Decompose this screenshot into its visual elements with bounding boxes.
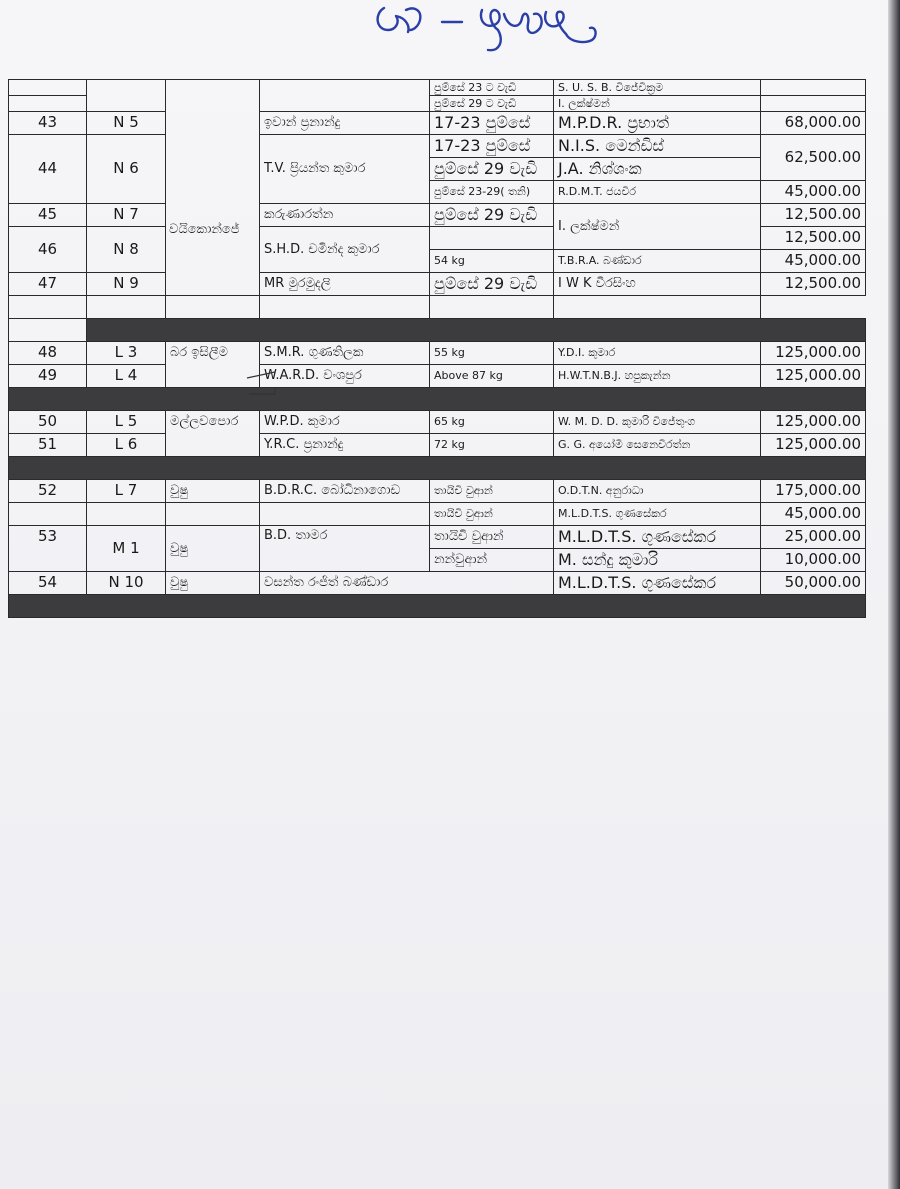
code-cell: L 5 [87, 411, 166, 434]
event-cell: පුම්සේ 29 ට වැඩි [430, 96, 554, 112]
amount-cell [761, 96, 866, 112]
event-cell [430, 227, 554, 250]
name-cell [260, 503, 430, 526]
table-row [9, 296, 866, 319]
coach-cell: W. M. D. D. කුමාරි විජේතුංග [554, 411, 761, 434]
name-cell: S.M.R. ගුණතිලක [260, 342, 430, 365]
no-cell: 47 [9, 273, 87, 296]
handwritten-note-drawing [370, 0, 620, 60]
code-cell [87, 296, 166, 319]
coach-cell: T.B.R.A. බණ්ඩාර [554, 250, 761, 273]
table-row [9, 503, 866, 526]
code-cell: L 7 [87, 480, 166, 503]
event-cell: නන්වුආන් [430, 549, 554, 572]
table-row [9, 135, 866, 158]
code-cell [87, 503, 166, 526]
club-cell: බර ඉසිලීම [166, 342, 260, 388]
name-cell: කරුණාරත්න [260, 204, 430, 227]
coach-cell: M.L.D.T.S. ගුණසේකර [554, 526, 761, 549]
event-cell: 17-23 පුම්සේ [430, 135, 554, 158]
amount-cell [761, 80, 866, 96]
name-cell: ඉවාන් ප්‍රනාන්දු [260, 112, 430, 135]
event-cell: 54 kg [430, 250, 554, 273]
event-cell: පුම්සේ 29 වැඩි [430, 204, 554, 227]
no-cell: 50 [9, 411, 87, 434]
no-cell: 46 [9, 227, 87, 273]
separator-row [9, 457, 866, 480]
table-row [9, 526, 866, 549]
separator-row [9, 319, 866, 342]
separator-row [9, 595, 866, 618]
table-row [9, 112, 866, 135]
amount-cell [554, 296, 761, 319]
coach-cell: N.I.S. මෙන්ඩිස් [554, 135, 761, 158]
coach-cell: M.L.D.T.S. ගුණසේකර [554, 503, 761, 526]
coach-cell: R.D.M.T. ජයවීර [554, 181, 761, 204]
name-cell: W.A.R.D. වංශපුර [260, 365, 430, 388]
event-cell: 55 kg [430, 342, 554, 365]
name-cell [166, 296, 260, 319]
no-cell [9, 526, 87, 572]
coach-cell: I W K වීරසිංහ [554, 273, 761, 296]
no-cell: 52 [9, 480, 87, 503]
no-cell: 45 [9, 204, 87, 227]
amount-cell: 175,000.00 [761, 480, 866, 503]
code-cell: N 8 [87, 227, 166, 273]
code-cell: L 3 [87, 342, 166, 365]
amount-cell: 125,000.00 [761, 365, 866, 388]
coach-cell: I. ලක්ෂ්මන් [554, 96, 761, 112]
event-cell: 17-23 පුම්සේ [430, 112, 554, 135]
coach-cell: H.W.T.N.B.J. හපුකැන්න [554, 365, 761, 388]
separator-cell [87, 319, 866, 342]
separator-row [9, 388, 866, 411]
event-cell: 72 kg [430, 434, 554, 457]
bracket-arrow-icon [245, 368, 281, 398]
code-cell: N 6 [87, 135, 166, 204]
table-row [9, 342, 866, 365]
club-cell: වුෂු [166, 480, 260, 503]
page-edge-shadow [888, 0, 900, 1189]
name-cell: W.P.D. කුමාර [260, 411, 430, 434]
no-cell [9, 296, 87, 319]
coach-cell: I. ලක්ෂ්මන් [554, 204, 761, 250]
amount-cell: 10,000.00 [761, 549, 866, 572]
coach-cell: O.D.T.N. අනුරාධා [554, 480, 761, 503]
allocation-table [8, 79, 866, 618]
amount-cell: 45,000.00 [761, 503, 866, 526]
amount-cell: 25,000.00 [761, 526, 866, 549]
name-cell: T.V. ප්‍රියන්ත කුමාර [260, 135, 430, 204]
code-cell: L 6 [87, 434, 166, 457]
no-cell [9, 96, 87, 112]
club-cell [166, 503, 260, 526]
separator-cell [9, 388, 866, 411]
table-row [9, 80, 866, 96]
amount-cell: 12,500.00 [761, 273, 866, 296]
name-cell [260, 526, 430, 572]
coach-cell: J.A. නිශ්ශංක [554, 158, 761, 181]
coach-cell: M.L.D.T.S. ගුණසේකර [554, 572, 761, 595]
code-cell: L 4 [87, 365, 166, 388]
amount-cell: 62,500.00 [761, 135, 866, 181]
code-cell: N 9 [87, 273, 166, 296]
code-cell: N 7 [87, 204, 166, 227]
table-row [9, 365, 866, 388]
no-cell: 43 [9, 112, 87, 135]
event-cell: 65 kg [430, 411, 554, 434]
table-row [9, 434, 866, 457]
club-cell: වුෂු [166, 572, 260, 595]
code-cell: N 5 [87, 112, 166, 135]
coach-cell: M. සන්දු කුමාරි [554, 549, 761, 572]
amount-cell: 125,000.00 [761, 434, 866, 457]
club-cell: මල්ලවපොර [166, 411, 260, 457]
name-cell: B.D.R.C. බෝධිනාගොඩ [260, 480, 430, 503]
event-cell: පුම්සේ 29 වැඩි [430, 158, 554, 181]
no-cell [9, 503, 87, 526]
coach-cell: G. G. අයෝමි සෙනෙවිරත්න [554, 434, 761, 457]
no-cell [9, 80, 87, 96]
amount-cell: 12,500.00 [761, 204, 866, 227]
table-row [9, 480, 866, 503]
amount-cell: 125,000.00 [761, 411, 866, 434]
event-cell: තායිචි වුආන් [430, 526, 554, 549]
separator-cell [9, 457, 866, 480]
event-cell [260, 296, 430, 319]
event-cell: පුම්සේ 23 ට වැඩි [430, 80, 554, 96]
no-cell: 51 [9, 434, 87, 457]
table-row [9, 411, 866, 434]
table-row [9, 204, 866, 227]
name-cell [260, 80, 430, 112]
coach-cell [430, 296, 554, 319]
separator-cell [9, 595, 866, 618]
event-cell: පුම්සේ 29 වැඩි [430, 273, 554, 296]
name-cell: S.H.D. චමින්ද කුමාර [260, 227, 430, 273]
coach-cell: S. U. S. B. විජේවික්‍රම [554, 80, 761, 96]
club-cell: වුෂු [166, 526, 260, 572]
event-cell: තායිචි වුආන් [430, 503, 554, 526]
club-label: වයිකොන්ජේ [169, 222, 240, 238]
club-cell [166, 80, 260, 296]
no-cell: 49 [9, 365, 87, 388]
coach-cell: M.P.D.R. ප්‍රභාත් [554, 112, 761, 135]
no-cell: 54 [9, 572, 87, 595]
separator-cell [9, 319, 87, 342]
event-cell: තායිචි වුආන් [430, 480, 554, 503]
code-cell: M 1 [87, 526, 166, 572]
code-cell: N 10 [87, 572, 166, 595]
name-cell: MR මුරමුදලි [260, 273, 430, 296]
amount-cell: 45,000.00 [761, 250, 866, 273]
coach-cell: Y.D.I. කුමාර [554, 342, 761, 365]
amount-cell: 50,000.00 [761, 572, 866, 595]
no-cell: 48 [9, 342, 87, 365]
amount-cell: 68,000.00 [761, 112, 866, 135]
amount-cell: 125,000.00 [761, 342, 866, 365]
row-number: 53 [37, 527, 58, 545]
name-cell: වසන්ත රංජිත් බණ්ඩාර [260, 572, 554, 595]
amount-cell: 12,500.00 [761, 227, 866, 250]
event-cell: Above 87 kg [430, 365, 554, 388]
table-row [9, 572, 866, 595]
handwritten-note [370, 0, 620, 60]
event-cell: පුම්සේ 23-29( තනි) [430, 181, 554, 204]
name-label: B.D. තාමර [264, 528, 328, 543]
name-cell: Y.R.C. ප්‍රනාන්දු [260, 434, 430, 457]
table-row [9, 273, 866, 296]
code-cell [87, 80, 166, 112]
no-cell: 44 [9, 135, 87, 204]
amount-cell: 45,000.00 [761, 181, 866, 204]
